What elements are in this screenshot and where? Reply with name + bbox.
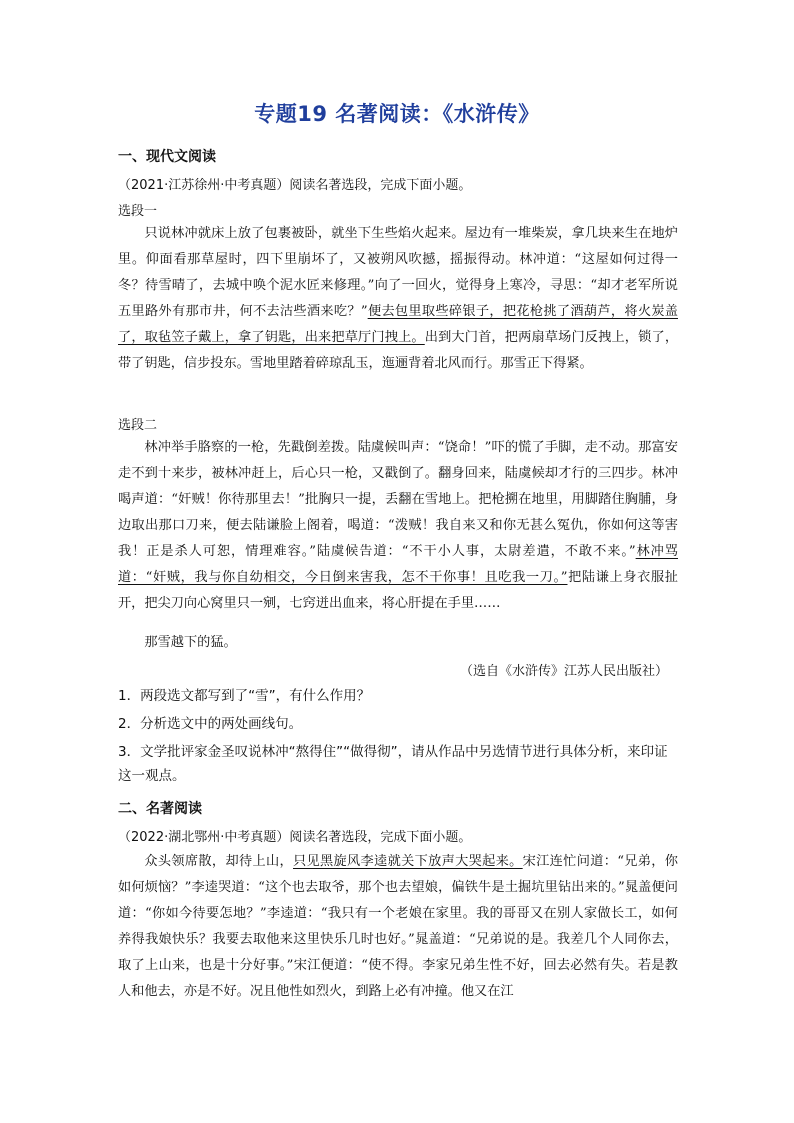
excerpt-text: 宋江连忙问道：“兄弟，你如何烦恼？”李逵哭道：“这个也去取爷，那个也去望娘，偏铁牛是土掘坑里钻出来的。”晁盖便问道：“你如今待要怎地？”李逵道：“我只有一个老娘在家里。我的哥哥又在别人家做长工，如何养得我娘快乐？我要去取他来这里快乐几时也好。”晁盖道：“兄弟说的是。我差几个人同你去，取了上山来，也是十分好事。”宋江便道：“使不得。李家兄弟生性不好，回去必然有失。若是教人和他去，亦是不好。况且他性如烈火，到路上必有冲撞。他又在江 <box>118 854 678 999</box>
excerpt-text: 众头领席散，却待上山， <box>144 854 293 869</box>
underlined-sentence: 便去包里取些碎银子，把花枪挑了酒葫芦，将火炭盖了，取毡笠子戴上，拿了钥匙，出来把草厅门拽上。 <box>118 304 678 345</box>
excerpt-text: 把陆谦上身衣服扯开，把尖刀向心窝里只一剜，七窍迸出血来，将心肝提在手里…… <box>118 570 678 611</box>
question-item: 3．文学批评家金圣叹说林冲“熬得住”“做得彻”，请从作品中另选情节进行具体分析，来印证这一观点。 <box>118 744 668 784</box>
section-intro: （2021·江苏徐州·中考真题）阅读名著选段，完成下面小题。 <box>118 178 472 193</box>
excerpt-text: 林冲举手胳察的一枪，先戳倒差拨。陆虞候叫声：“饶命！”吓的慌了手脚，走不动。那富安走不到十来步，被林冲赶上，后心只一枪，又戳倒了。翻身回来，陆虞候却才行的三四步。林冲喝声道：“奸贼！你待那里去！”批胸只一提，丢翻在雪地上。把枪搠在地里，用脚踏住胸脯，身边取出那口刀来，便去陆谦脸上阁着，喝道：“泼贼！我自来又和你无甚么冤仇，你如何这等害我！正是杀人可恕，情理难容。”陆虞候告道：“不干小人事，太尉差遣，不敢不来。” <box>118 440 678 559</box>
excerpt-text: 那雪越下的猛。 <box>144 635 237 650</box>
section-heading-classic-reading: 二、名著阅读 <box>118 801 202 817</box>
underlined-sentence: 只见黑旋风李逵就关下放声大哭起来。 <box>293 854 523 869</box>
excerpt-label: 选段二 <box>118 418 158 433</box>
excerpt-paragraph <box>118 435 678 617</box>
page-title: 专题19 名著阅读：《水浒传》 <box>254 102 540 126</box>
underlined-sentence: 林冲骂道：“奸贼，我与你自幼相交，今日倒来害我，怎不干你事！且吃我一刀。” <box>118 544 679 585</box>
excerpt-text: 只说林冲就床上放了包裹被卧，就坐下生些焰火起来。屋边有一堆柴炭，拿几块来生在地炉里。仰面看那草屋时，四下里崩坏了，又被朔风吹撼，摇振得动。林冲道：“这屋如何过得一冬？待雪晴了，去城中唤个泥水匠来修理。”向了一回火，觉得身上寒冷，寻思：“却才老军所说五里路外有那市井，何不去沽些酒来吃？” <box>118 226 678 319</box>
excerpt-paragraph <box>118 630 678 656</box>
excerpt-paragraph <box>118 849 678 1005</box>
source-citation: （选自《水浒传》江苏人民出版社） <box>459 664 668 679</box>
section-intro: （2022·湖北鄂州·中考真题）阅读名著选段，完成下面小题。 <box>118 830 472 845</box>
excerpt-paragraph <box>118 221 678 377</box>
question-item: 2．分析选文中的两处画线句。 <box>118 716 303 732</box>
section-heading-modern-reading: 一、现代文阅读 <box>118 149 216 165</box>
question-item: 1．两段选文都写到了“雪”，有什么作用？ <box>118 688 371 704</box>
excerpt-text: 出到大门首，把两扇草场门反拽上，锁了，带了钥匙，信步投东。雪地里踏着碎琼乱玉，迤逦背着北风而行。那雪正下得紧。 <box>118 330 678 371</box>
excerpt-label: 选段一 <box>118 204 158 219</box>
